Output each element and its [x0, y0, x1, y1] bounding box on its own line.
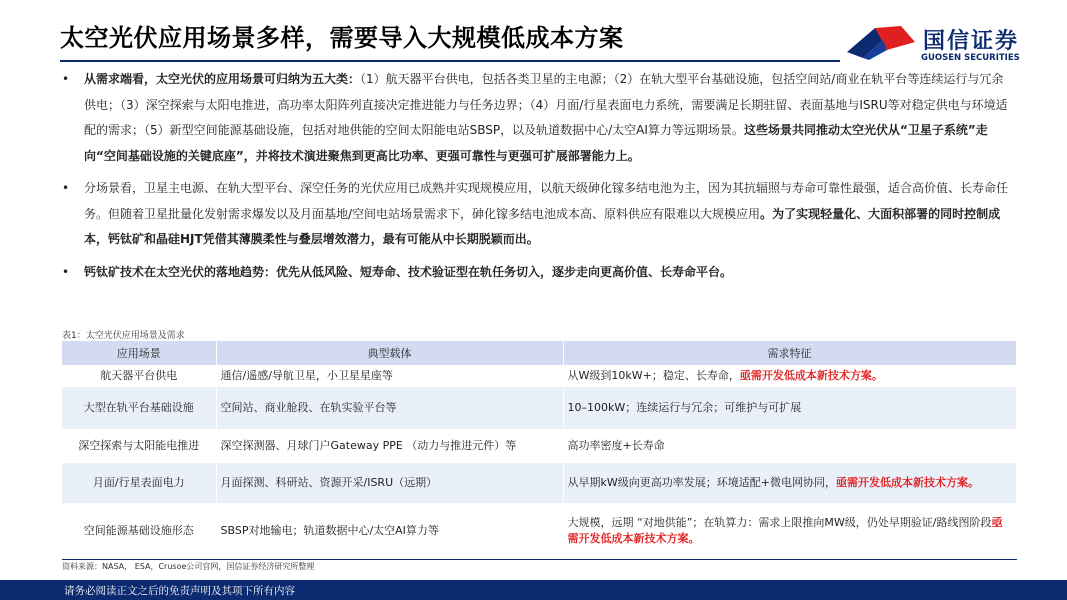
logo-mark-icon: [845, 22, 917, 62]
cell-carrier: 通信/遥感/导航卫星，小卫星星座等: [216, 365, 563, 387]
need-text: 10–100kW；连续运行与冗余；可维护与可扩展: [567, 401, 802, 414]
need-highlight: 亟需开发低成本新技术方案。: [739, 369, 883, 382]
bullet-dot-icon: •: [62, 72, 70, 86]
bullet-text: 分场景看，卫星主电源、在轨大型平台、深空任务的光伏应用已成熟并实现规模应用，以航天级砷化镓多结电池为主，因为其抗辐照与寿命可靠性最强，适合高价值、长寿命任务。但随着卫星批量化发射需求爆发以及月面基地/空间电站场景需求下，砷化镓多结电池成本高、原料供应有限难以大规模应用: [84, 181, 1009, 221]
title-divider: [60, 60, 840, 62]
table-row: [62, 365, 1016, 387]
scenario-table: [62, 341, 1017, 560]
bullet-conclusion: 。为了实现轻量化、大面积部署的同时控制成本，钙钛矿和晶硅HJT凭借其薄膜柔性与叠层增效潜力，最有可能从中长期脱颖而出。: [84, 206, 1001, 246]
bullet-dot-icon: •: [62, 181, 70, 195]
cell-scene: 航天器平台供电: [62, 365, 216, 387]
cell-carrier: 深空探测器、月球门户Gateway PPE （动力与推进元件）等: [216, 429, 563, 463]
footer-bar: [0, 580, 1067, 600]
logo-text-cn: 国信证券: [923, 29, 1020, 54]
need-text: 大规模，远期 “对地供能”；在轨算力：需求上限推向MW级，仍处早期验证/路线图阶段: [567, 516, 992, 529]
bullet-conclusion: 这些场景共同推动太空光伏从“卫星子系统”走向“空间基础设施的关键底座”，并将技术演进聚焦到更高比功率、更强可靠性与更强可扩展部署能力上。: [84, 123, 988, 163]
cell-carrier: 空间站、商业舱段、在轨实验平台等: [216, 387, 563, 429]
bullet-lead: 从需求端看，太空光伏的应用场景可归纳为五大类：: [84, 72, 361, 86]
cell-scene: 深空探索与太阳能电推进: [62, 429, 216, 463]
column-header: 需求特征: [563, 341, 1016, 365]
company-logo: [845, 20, 1060, 68]
bullet-list: [62, 67, 1012, 292]
column-header: 应用场景: [62, 341, 216, 365]
table-caption: 表1：太空光伏应用场景及需求: [62, 331, 185, 341]
cell-carrier: SBSP对地输电；轨道数据中心/太空AI算力等: [216, 503, 563, 560]
cell-scene: 空间能源基础设施形态: [62, 503, 216, 560]
bullet-text: （1）航天器平台供电，包括各类卫星的主电源；（2）在轨大型平台基础设施，包括空间站/商业在轨平台等连续运行与冗余供电；（3）深空探索与太阳电推进，高功率太阳阵列直接决定推进能力与任务边界；（4）月面/行星表面电力系统，需要满足长期驻留、表面基地与ISRU等对稳定供电与环境适配的需求；（5）新型空间能源基础设施，包括对地供能的空间太阳能电站SBSP，以及轨道数据中心/太空AI算力等远期场景。: [84, 72, 1008, 137]
bullet-item-demand: [62, 67, 1012, 169]
need-highlight: 亟需开发低成本新技术方案。: [567, 516, 1003, 545]
table-row: [62, 503, 1016, 560]
bullet-dot-icon: •: [62, 264, 70, 279]
cell-need: [563, 463, 1016, 503]
logo-text-en: GUOSEN SECURITIES: [921, 53, 1020, 63]
need-text: 从早期kW级向更高功率发展；环境适配+微电网协同，: [567, 476, 836, 489]
cell-scene: 大型在轨平台基础设施: [62, 387, 216, 429]
bullet-item-scenarios: [62, 176, 1012, 253]
table-header-row: [62, 341, 1016, 365]
table-row: [62, 387, 1016, 429]
need-highlight: 亟需开发低成本新技术方案。: [835, 476, 979, 489]
page-title: 太空光伏应用场景多样，需要导入大规模低成本方案: [60, 24, 624, 52]
bullet-item-perovskite: [62, 260, 1012, 286]
bullet-lead: 钙钛矿技术在太空光伏的落地趋势：优先从低风险、短寿命、技术验证型在轨任务切入，逐步走向更高价值、长寿命平台。: [84, 264, 733, 279]
table-row: [62, 429, 1016, 463]
disclaimer-text: 请务必阅读正文之后的免责声明及其项下所有内容: [64, 585, 295, 597]
cell-need: [563, 429, 1016, 463]
cell-carrier: 月面探测、科研站、资源开采/ISRU（远期）: [216, 463, 563, 503]
need-text: 从W级到10kW+；稳定、长寿命，: [567, 369, 740, 382]
cell-scene: 月面/行星表面电力: [62, 463, 216, 503]
cell-need: [563, 503, 1016, 560]
source-note: 资料来源：NASA， ESA，Crusoe公司官网，国信证券经济研究所整理: [62, 562, 315, 571]
column-header: 典型载体: [216, 341, 563, 365]
cell-need: [563, 387, 1016, 429]
cell-need: [563, 365, 1016, 387]
table-row: [62, 463, 1016, 503]
need-text: 高功率密度+长寿命: [567, 439, 665, 452]
